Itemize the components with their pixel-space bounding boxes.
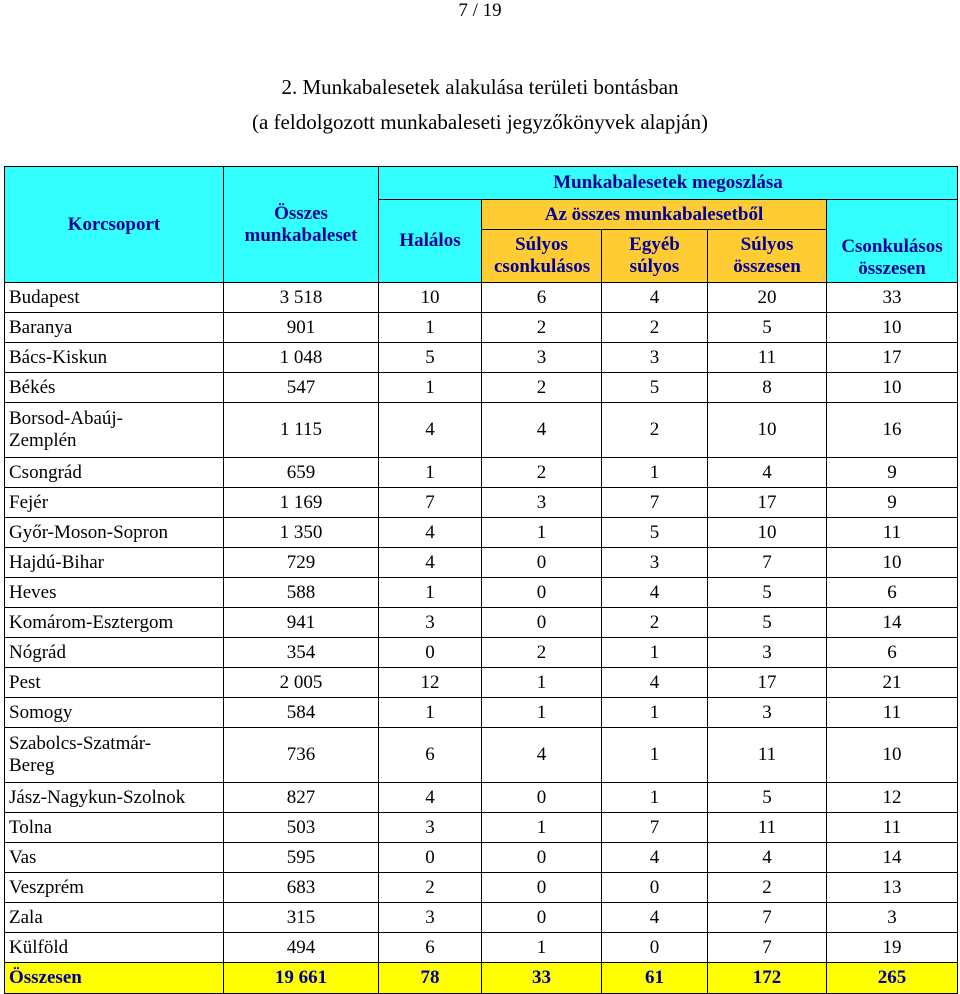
table-row: [5, 373, 958, 403]
table-cell: 2: [482, 313, 602, 343]
region-name: Baranya: [5, 313, 224, 343]
table-cell: 2: [708, 873, 827, 903]
table-cell: 588: [224, 578, 379, 608]
table-cell: 1: [602, 698, 708, 728]
table-cell: 7: [708, 903, 827, 933]
table-cell: 14: [827, 608, 958, 638]
table-row: [5, 843, 958, 873]
table-cell: 4: [602, 578, 708, 608]
table-cell: 10: [379, 283, 482, 313]
header-sulyos-csonk: Súlyos csonkulásos: [482, 230, 602, 283]
header-sulyos-osszesen: Súlyos összesen: [708, 230, 827, 283]
section-title: 2. Munkabalesetek alakulása területi bontásban: [281, 75, 679, 99]
table-cell: 2: [482, 373, 602, 403]
table-cell: 3: [379, 813, 482, 843]
table-cell: 11: [827, 518, 958, 548]
table-cell: 827: [224, 783, 379, 813]
table-cell: 11: [827, 813, 958, 843]
table-cell: 1: [602, 728, 708, 783]
table-cell: 3 518: [224, 283, 379, 313]
table-cell: 1 115: [224, 403, 379, 458]
region-name: Fejér: [5, 488, 224, 518]
table-cell: 19 661: [224, 963, 379, 994]
table-cell: 17: [708, 668, 827, 698]
table-cell: 315: [224, 903, 379, 933]
table-cell: 1 048: [224, 343, 379, 373]
region-name: Komárom-Esztergom: [5, 608, 224, 638]
table-cell: 4: [708, 843, 827, 873]
table-cell: 2: [379, 873, 482, 903]
table-cell: 6: [379, 728, 482, 783]
table-cell: 7: [708, 933, 827, 963]
table-cell: 5: [708, 783, 827, 813]
table-cell: 4: [379, 548, 482, 578]
table-cell: 4: [482, 728, 602, 783]
table-row: [5, 783, 958, 813]
table-cell: 33: [482, 963, 602, 994]
table-row: [5, 608, 958, 638]
table-cell: 11: [708, 813, 827, 843]
table-cell: 941: [224, 608, 379, 638]
table-cell: 5: [708, 608, 827, 638]
table-row: [5, 813, 958, 843]
table-cell: 7: [602, 488, 708, 518]
table-cell: 172: [708, 963, 827, 994]
table-cell: 14: [827, 843, 958, 873]
table-cell: 4: [482, 403, 602, 458]
region-name: Borsod-Abaúj- Zemplén: [5, 403, 224, 458]
table-row: [5, 903, 958, 933]
table-cell: 1: [379, 698, 482, 728]
table-cell: 1: [482, 518, 602, 548]
table-cell: 10: [827, 373, 958, 403]
region-name: Somogy: [5, 698, 224, 728]
table-cell: 1: [482, 698, 602, 728]
header-egyeb-sulyos: Egyéb súlyos: [602, 230, 708, 283]
table-cell: 1: [379, 578, 482, 608]
table-cell: 10: [827, 313, 958, 343]
table-cell: 595: [224, 843, 379, 873]
region-name: Budapest: [5, 283, 224, 313]
table-cell: 20: [708, 283, 827, 313]
table-cell: 7: [379, 488, 482, 518]
table-cell: 2: [602, 313, 708, 343]
table-cell: 659: [224, 458, 379, 488]
header-osszes: Összes munkabaleset: [224, 167, 379, 283]
table-cell: 21: [827, 668, 958, 698]
table-cell: 1: [379, 458, 482, 488]
table-cell: 0: [482, 608, 602, 638]
table-cell: 1: [379, 373, 482, 403]
table-row: [5, 548, 958, 578]
table-cell: 7: [602, 813, 708, 843]
table-cell: 6: [482, 283, 602, 313]
table-row: [5, 933, 958, 963]
section-subtitle: (a feldolgozott munkabaleseti jegyzőkönyvek alapján): [251, 110, 708, 134]
region-name: Heves: [5, 578, 224, 608]
table-cell: 736: [224, 728, 379, 783]
table-cell: 5: [708, 313, 827, 343]
table-row: [5, 518, 958, 548]
table-row: [5, 578, 958, 608]
table-cell: 11: [708, 728, 827, 783]
header-az-osszes: Az összes munkabalesetből: [482, 200, 827, 230]
table-cell: 1 169: [224, 488, 379, 518]
region-name: Jász-Nagykun-Szolnok: [5, 783, 224, 813]
table-cell: 3: [602, 548, 708, 578]
table-cell: 1: [482, 933, 602, 963]
table-row: [5, 283, 958, 313]
table-cell: 0: [482, 548, 602, 578]
table-cell: 265: [827, 963, 958, 994]
table-cell: 61: [602, 963, 708, 994]
region-name: Külföld: [5, 933, 224, 963]
table-cell: 3: [482, 343, 602, 373]
table-cell: 3: [708, 698, 827, 728]
table-cell: 17: [827, 343, 958, 373]
table-cell: 1: [602, 783, 708, 813]
table-cell: 3: [482, 488, 602, 518]
table-cell: 4: [708, 458, 827, 488]
table-cell: 901: [224, 313, 379, 343]
table-cell: 17: [708, 488, 827, 518]
table-cell: 0: [482, 873, 602, 903]
table-cell: 4: [602, 903, 708, 933]
table-cell: 1 350: [224, 518, 379, 548]
table-cell: 13: [827, 873, 958, 903]
table-cell: 12: [379, 668, 482, 698]
table-cell: 4: [602, 283, 708, 313]
table-cell: 2: [602, 608, 708, 638]
region-name: Pest: [5, 668, 224, 698]
table-cell: 5: [602, 373, 708, 403]
table-cell: 4: [379, 403, 482, 458]
table-row: [5, 403, 958, 458]
table-row: [5, 873, 958, 903]
table-row: [5, 313, 958, 343]
region-name: Csongrád: [5, 458, 224, 488]
region-name: Zala: [5, 903, 224, 933]
table-cell: 10: [827, 728, 958, 783]
table-cell: 11: [708, 343, 827, 373]
table-cell: 5: [602, 518, 708, 548]
region-name: Tolna: [5, 813, 224, 843]
total-row: [5, 963, 958, 994]
region-name: Szabolcs-Szatmár- Bereg: [5, 728, 224, 783]
table-cell: 10: [708, 518, 827, 548]
table-cell: 3: [827, 903, 958, 933]
table-cell: 1: [602, 458, 708, 488]
table-cell: 10: [827, 548, 958, 578]
table-cell: 6: [827, 638, 958, 668]
table-row: [5, 458, 958, 488]
region-name: Győr-Moson-Sopron: [5, 518, 224, 548]
table-cell: 0: [379, 638, 482, 668]
table-cell: 1: [482, 813, 602, 843]
table-row: [5, 488, 958, 518]
region-name: Nógrád: [5, 638, 224, 668]
region-name: Vas: [5, 843, 224, 873]
table-cell: 1: [379, 313, 482, 343]
table-cell: 0: [602, 873, 708, 903]
table-cell: 16: [827, 403, 958, 458]
header-halalos: Halálos: [379, 200, 482, 283]
table-cell: 1: [482, 668, 602, 698]
table-cell: 2: [482, 458, 602, 488]
region-name: Bács-Kiskun: [5, 343, 224, 373]
header-csonk-osszesen: Csonkulásos összesen: [827, 200, 958, 283]
table-cell: 6: [827, 578, 958, 608]
table-cell: 4: [379, 783, 482, 813]
region-name: Békés: [5, 373, 224, 403]
table-cell: 2: [482, 638, 602, 668]
table-cell: 4: [602, 668, 708, 698]
table-cell: 0: [482, 903, 602, 933]
table-cell: 12: [827, 783, 958, 813]
table-cell: 494: [224, 933, 379, 963]
table-cell: 8: [708, 373, 827, 403]
table-cell: 3: [708, 638, 827, 668]
table-cell: 0: [482, 578, 602, 608]
region-name: Hajdú-Bihar: [5, 548, 224, 578]
table-cell: 354: [224, 638, 379, 668]
table-cell: 2 005: [224, 668, 379, 698]
table-row: [5, 343, 958, 373]
region-name: Veszprém: [5, 873, 224, 903]
table-cell: 10: [708, 403, 827, 458]
table-cell: 0: [379, 843, 482, 873]
table-cell: 4: [602, 843, 708, 873]
table-row: [5, 698, 958, 728]
table-cell: 7: [708, 548, 827, 578]
header-korcsoport: Korcsoport: [5, 167, 224, 283]
table-cell: 9: [827, 458, 958, 488]
table-cell: 0: [482, 783, 602, 813]
table-row: [5, 638, 958, 668]
table-cell: 0: [602, 933, 708, 963]
header-megoszlas: Munkabalesetek megoszlása: [379, 167, 958, 200]
table-cell: 1: [602, 638, 708, 668]
table-cell: 584: [224, 698, 379, 728]
table-cell: 3: [379, 608, 482, 638]
table-cell: 3: [379, 903, 482, 933]
table-cell: 6: [379, 933, 482, 963]
table-cell: 5: [708, 578, 827, 608]
table-cell: 683: [224, 873, 379, 903]
table-cell: 19: [827, 933, 958, 963]
table-cell: 0: [482, 843, 602, 873]
table-cell: 5: [379, 343, 482, 373]
table-cell: 547: [224, 373, 379, 403]
table-cell: 78: [379, 963, 482, 994]
page-number: 7 / 19: [458, 0, 502, 21]
table-row: [5, 728, 958, 783]
accident-table: [4, 166, 958, 994]
table-cell: 11: [827, 698, 958, 728]
table-cell: 3: [602, 343, 708, 373]
table-cell: 9: [827, 488, 958, 518]
table-cell: 33: [827, 283, 958, 313]
region-name: Összesen: [5, 963, 224, 994]
table-cell: 2: [602, 403, 708, 458]
table-cell: 729: [224, 548, 379, 578]
table-cell: 503: [224, 813, 379, 843]
table-row: [5, 668, 958, 698]
table-cell: 4: [379, 518, 482, 548]
